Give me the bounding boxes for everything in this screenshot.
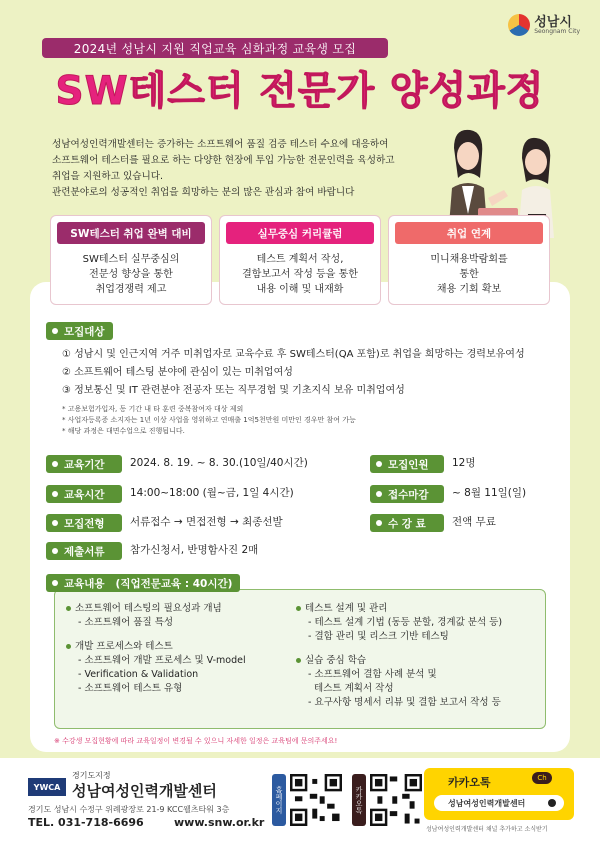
card-line: 통한 [459,268,479,280]
recruit-target-list [62,346,562,400]
card-line: 전문성 향상을 통한 [89,268,173,280]
search-dot-icon [548,799,556,807]
fee-value: 전액 무료 [452,516,496,528]
note-line: * 사업자등록증 소지자는 1년 이상 사업을 영위하고 연매출 1억5천만원 미만인 경우만 참여 가능 [62,416,356,424]
topic-heading: 테스트 설계 및 관리 [296,602,546,616]
badge-label: 수 강 료 [388,517,426,530]
topic-item: - 결함 관리 및 리스크 기반 테스팅 [308,631,449,642]
topic-heading: 소프트웨어 테스팅의 필요성과 개념 [66,602,296,616]
badge-label: 모집전형 [64,517,105,530]
bullet-icon [52,580,58,586]
seongnam-emblem-icon [508,14,530,36]
feature-card-curriculum [219,215,381,305]
period-value: 2024. 8. 19. ~ 8. 30.(10일/40시간) [130,457,308,469]
kakao-channel-icon: Ch [532,772,552,784]
logo-text: 성남시 [534,14,572,30]
org-address: 경기도 성남시 수정구 위례광장로 21-9 KCC웰츠타워 3층 [28,805,230,814]
note-line: * 해당 과정은 대면수업으로 진행됩니다. [62,427,185,435]
note-line: * 고용보험가입자, 동 기간 내 타 훈련 중복참여자 대상 제외 [62,405,244,413]
org-website-link[interactable]: www.snw.or.kr [174,816,265,829]
time-value: 14:00~18:00 (월~금, 1일 4시간) [130,487,294,499]
bullet-icon [376,491,382,497]
card-line: SW테스터 실무중심의 [82,253,180,265]
ywca-logo: YWCA [28,778,66,796]
bullet-icon [376,520,382,526]
topic-item: - 소프트웨어 테스트 유형 [78,683,183,694]
logo-subtext: Seongnam City [534,27,580,35]
topic-item: - 요구사항 명세서 리뷰 및 결함 보고서 작성 등 [308,697,501,708]
badge-label: 접수마감 [388,488,429,501]
homepage-qr-group[interactable] [272,774,342,838]
badge-label: 모집인원 [388,458,429,471]
time-badge [46,485,122,503]
list-item: ① 성남시 및 인근지역 거주 미취업자로 교육수료 후 SW테스터(QA 포함)로 취업을 희망하는 경력보유여성 [62,349,525,360]
subtitle: 2024년 성남시 지원 직업교육 심화과정 교육생 모집 [42,38,388,58]
badge-label: 교육내용 (직업전문교육 : 40시간) [64,577,233,590]
page-title: SW테스터 전문가 양성과정 [55,69,545,114]
card-line: 테스트 계획서 작성, [256,253,344,265]
face-shape [525,149,547,175]
content-right-column [296,602,546,710]
docs-badge [46,542,122,560]
topic-item: - 테스트 설계 기법 (동등 분할, 경계값 분석 등) [308,617,503,628]
process-value: 서류접수 → 면접전형 → 최종선발 [130,516,283,528]
intro-line: 성남여성인력개발센터는 증가하는 소프트웨어 품질 검증 테스터 수요에 대응하여 [52,139,389,150]
card-line: 결함보고서 작성 등을 통한 [242,268,358,280]
face-shape [457,142,479,170]
org-name: 성남여성인력개발센터 [72,782,217,800]
bullet-icon [52,461,58,467]
card-heading: SW테스터 취업 완벽 대비 [57,222,205,244]
list-item: ③ 정보통신 및 IT 관련분야 전공자 또는 직무경험 및 기초지식 보유 미취업여성 [62,385,405,396]
hand-shape [488,190,508,206]
intro-line: 취업을 지원하고 있습니다. [52,171,164,182]
kakao-channel-button[interactable] [424,768,574,820]
kakao-qr-code-icon[interactable] [370,774,422,826]
feature-cards [50,215,550,305]
process-badge [46,514,122,532]
topic-item: - 소프트웨어 개발 프로세스 및 V-model [78,655,246,666]
kakao-title: 카카오톡 [448,776,491,789]
card-line: 미니채용박람회를 [430,253,508,265]
deadline-badge [370,485,444,503]
topic-item: - 소프트웨어 결함 사례 분석 및 [308,669,437,680]
homepage-qr-label: 홈페이지 [272,774,286,826]
seongnam-logo [508,14,580,36]
topic-item: - 소프트웨어 품질 특성 [78,617,174,628]
recruit-notes [62,404,562,437]
bullet-icon [376,461,382,467]
org-phone: TEL. 031-718-6696 [28,816,144,829]
card-heading: 실무중심 커리큘럼 [226,222,374,244]
bullet-icon [52,520,58,526]
topic-item: 테스트 계획서 작성 [308,683,394,694]
count-value: 12명 [452,457,476,469]
homepage-qr-code-icon[interactable] [290,774,342,826]
kakao-channel-name: 성남여성인력개발센터 [448,798,526,808]
bullet-icon [52,328,58,334]
org-designation: 경기도지정 [72,771,111,780]
fee-badge [370,514,444,532]
topic-item: - Verification & Validation [78,669,199,680]
feature-card-job [50,215,212,305]
card-body [55,248,207,300]
intro-line: 관련분야로의 성공적인 취업을 희망하는 분의 많은 관심과 참여 바랍니다 [52,187,355,198]
intro-line: 소프트웨어 테스터를 필요로 하는 다양한 현장에 투입 가능한 전문인력을 육성하고 [52,155,395,166]
badge-label: 제출서류 [64,545,105,558]
kakao-search-field[interactable] [434,795,564,811]
intro-text [52,137,422,201]
deadline-value: ~ 8월 11일(일) [452,487,527,499]
kakao-subtext: 성남여성인력개발센터 채널 추가하고 소식받기 [426,826,548,833]
card-body [393,248,545,300]
card-line: 취업경쟁력 제고 [95,283,167,295]
kakao-qr-label: 카카오톡 [352,774,366,826]
card-line: 내용 이해 및 내재화 [256,283,344,295]
bullet-icon [52,491,58,497]
content-badge [46,574,240,592]
card-body [224,248,376,300]
bullet-icon [52,548,58,554]
list-item: ② 소프트웨어 테스팅 분야에 관심이 있는 미취업여성 [62,367,293,378]
kakao-qr-group[interactable] [352,774,422,838]
card-heading: 취업 연계 [395,222,543,244]
topic-heading: 개발 프로세스와 테스트 [66,640,296,654]
count-badge [370,455,444,473]
badge-label: 교육시간 [64,488,105,501]
feature-card-employment [388,215,550,305]
recruit-target-badge [46,322,113,340]
badge-label: 교육기간 [64,458,105,471]
docs-value: 참가신청서, 반명함사진 2매 [130,544,259,556]
content-left-column [66,602,296,696]
card-line: 채용 기회 확보 [436,283,502,295]
period-badge [46,455,122,473]
schedule-footnote: ※ 수강생 모집현황에 따라 교육일정이 변경될 수 있으니 자세한 일정은 교육팀에 문의주세요! [54,737,338,745]
topic-heading: 실습 중심 학습 [296,654,546,668]
badge-label: 모집대상 [64,325,105,338]
